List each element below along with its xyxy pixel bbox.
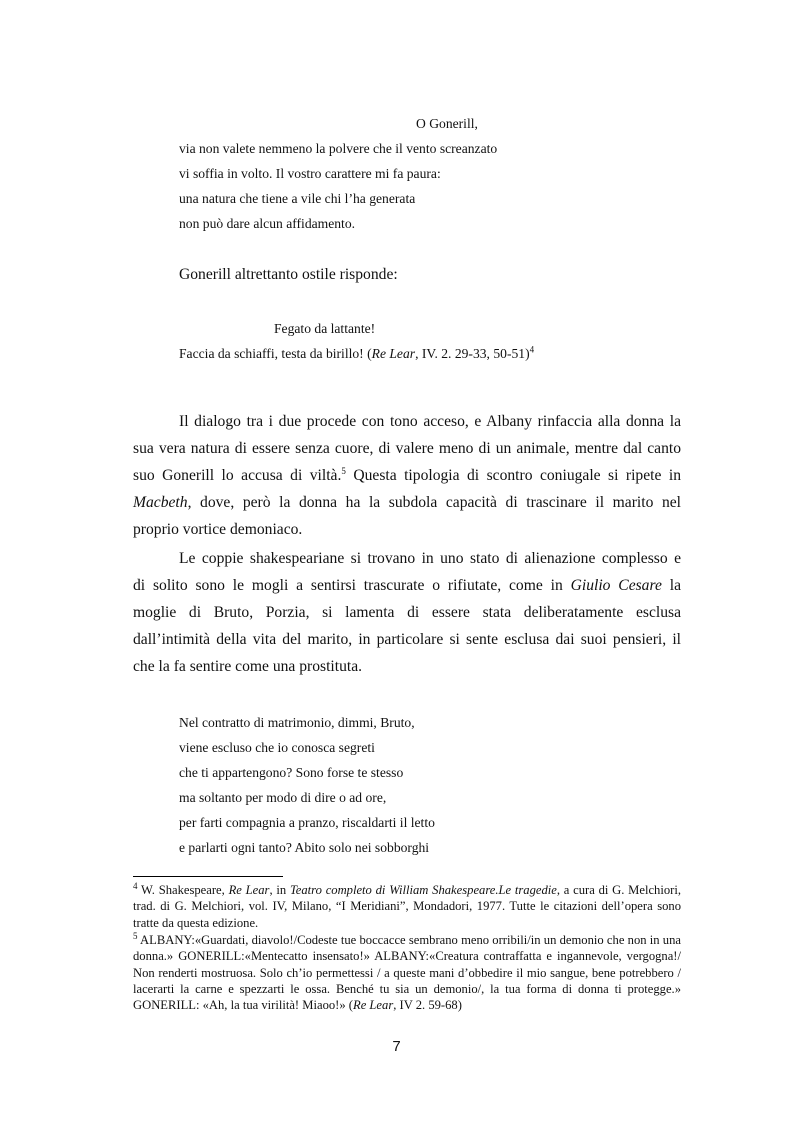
verse-line: e parlarti ogni tanto? Abito solo nei sobborghi	[179, 840, 430, 855]
verse-line: O Gonerill,	[416, 116, 478, 131]
verse-line: che ti appartengono? Sono forse te stesso	[179, 765, 404, 780]
footnote-5: $^5$ ALBANY:«Guardati, diavolo!/Codeste tue boccacce sembrano meno orribili/in un demonio che non in una donna.» GONERILL:«Mentecatto insensato!» ALBANY:«Creatura contraffatta e ingannevole, vergogna!/ Non renderti mostruosa. Solo ch’io permettessi / a queste mani d’obbedire il mio sangue, bene potrebbero / lacerarti la carne e spezzarti le ossa. Benché tu sia un demonio/, la tua forma di donna ti protegge.» GONERILL: «Ah, la tua virilità! Miaoo!» (Re Lear, IV 2. 59-68)	[133, 930, 681, 1013]
verse-line: ma soltanto per modo di dire o ad ore,	[179, 790, 387, 805]
body-line: suo Gonerill lo accusa di viltà.$^5$ Questa tipologia di scontro coniugale si ripete in	[133, 465, 682, 484]
work-title: Macbeth	[133, 494, 188, 511]
footnote-ref: 4	[529, 344, 535, 355]
intro-text: Gonerill altrettanto ostile risponde:	[179, 266, 398, 283]
work-title: Giulio Cesare	[570, 577, 662, 594]
verse-line: per farti compagnia a pranzo, riscaldarti il letto	[179, 815, 435, 830]
footnote-number: 5	[133, 930, 138, 941]
collection-title: Teatro completo di William Shakespeare.Le tragedie	[289, 883, 557, 897]
verse-line: una natura che tiene a vile chi l’ha generata	[179, 191, 416, 206]
verse-line: Nel contratto di matrimonio, dimmi, Bruto,	[179, 715, 415, 730]
footnote-separator	[133, 876, 283, 877]
body-line: proprio vortice demoniaco.	[133, 521, 303, 538]
verse-line: Fegato da lattante!	[274, 321, 376, 336]
body-line: Macbeth, dove, però la donna ha la subdola capacità di trascinare il marito nel	[133, 494, 681, 511]
work-title: Re Lear	[353, 998, 394, 1013]
work-title: Re Lear	[228, 883, 270, 897]
page-number: 7	[392, 1038, 401, 1055]
footnote-number: 4	[133, 880, 138, 891]
verse-line: non può dare alcun affidamento.	[179, 216, 356, 231]
work-title: Re Lear	[371, 346, 416, 361]
body-line: moglie di Bruto, Porzia, si lamenta di essere stata deliberatamente esclusa	[133, 604, 681, 621]
verse-line: via non valete nemmeno la polvere che il vento screanzato	[179, 141, 498, 156]
body-line: Le coppie shakespeariane si trovano in uno stato di alienazione complesso e	[179, 550, 681, 567]
verse-line: viene escluso che io conosca segreti	[179, 740, 375, 755]
footnote-ref: 5	[341, 465, 346, 476]
body-line: sua vera natura di essere senza cuore, di valere meno di un animale, mentre dal canto	[133, 440, 681, 457]
footnote-4: $^4$ W. Shakespeare, Re Lear, in Teatro completo di William Shakespeare.Le tragedie, a cura di G. Melchiori, trad. di G. Melchiori, vol. IV, Milano, “I Meridiani”, Mondadori, 1977. Tutte le citazioni dell’opera sono tratte da questa edizione.	[133, 880, 681, 930]
body-line: di solito sono le mogli a sentirsi trascurate o rifiutate, come in Giulio Cesare la	[133, 577, 682, 594]
verse-line: vi soffia in volto. Il vostro carattere mi fa paura:	[179, 166, 441, 181]
verse-line-citation: Faccia da schiaffi, testa da birillo! (Re Lear, IV. 2. 29-33, 50-51)$^4$	[179, 344, 535, 361]
body-line: dall’intimità della vita del marito, in particolare si sente esclusa dai suoi pensieri, il	[133, 631, 681, 648]
body-line: che la fa sentire come una prostituta.	[133, 658, 363, 675]
body-line: Il dialogo tra i due procede con tono acceso, e Albany rinfaccia alla donna la	[179, 413, 681, 430]
